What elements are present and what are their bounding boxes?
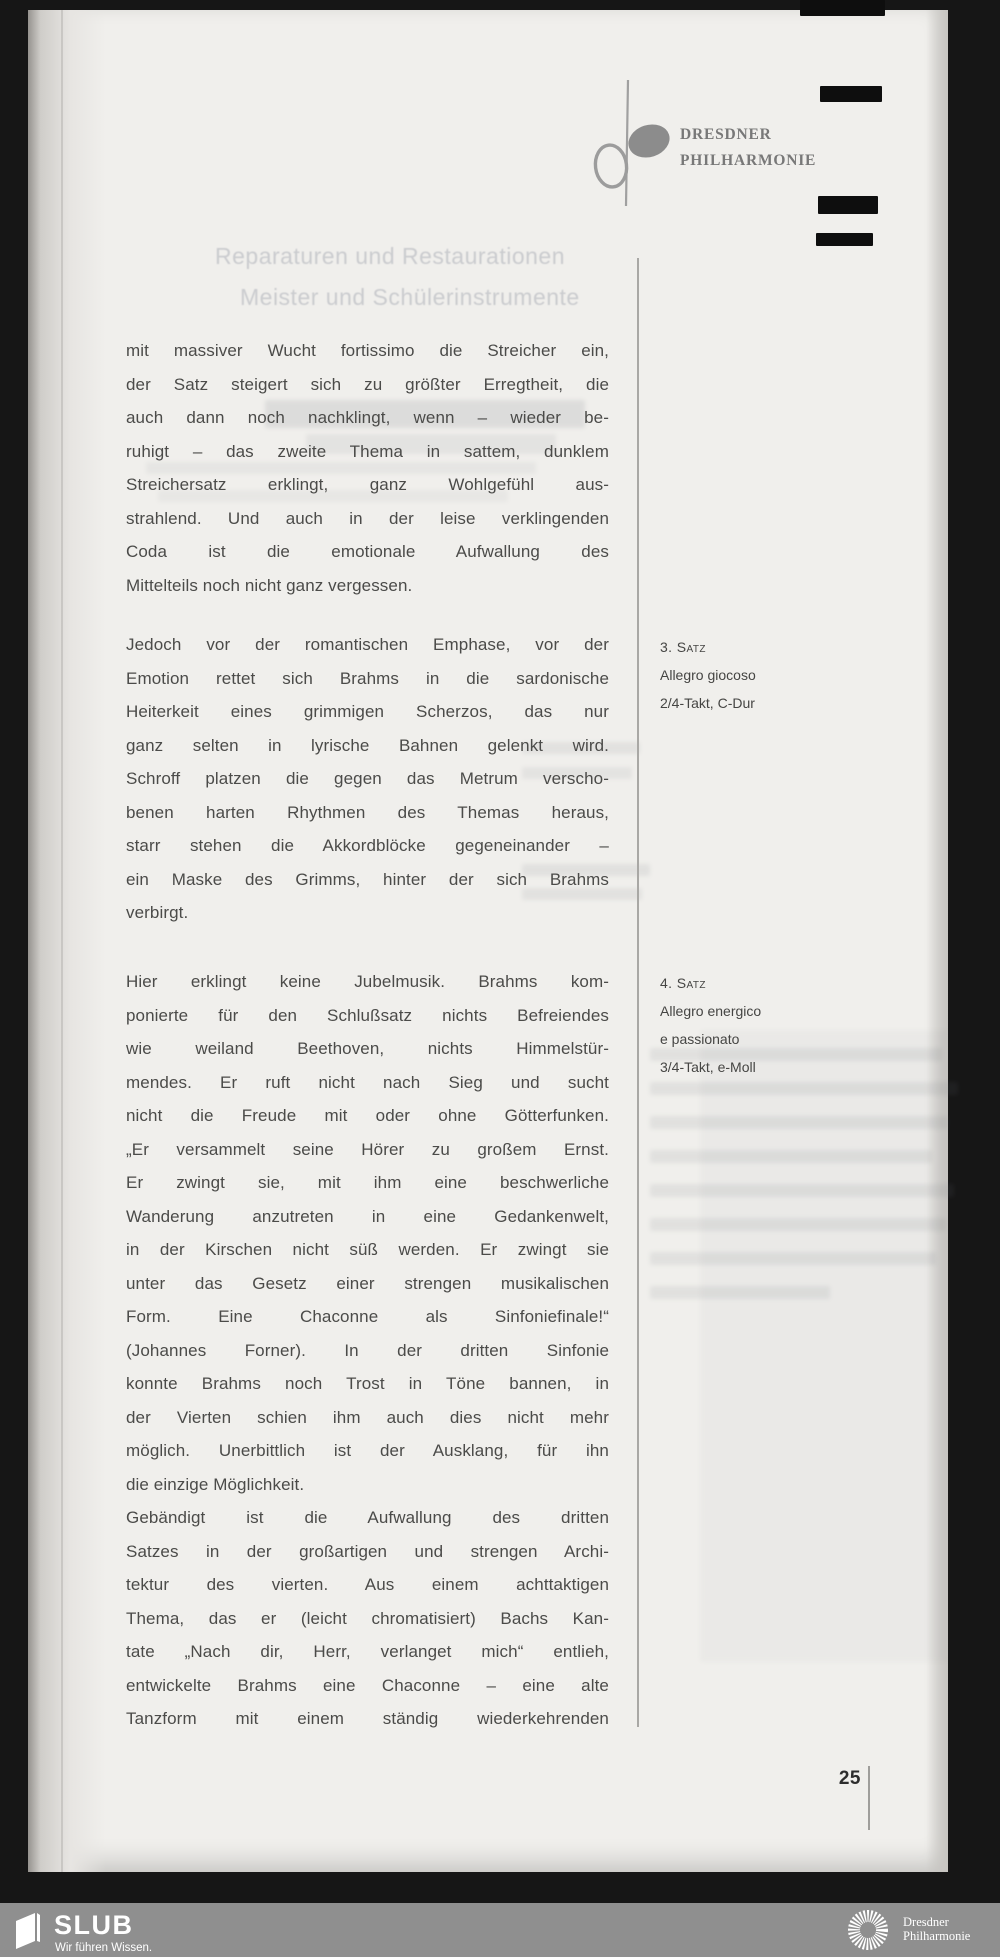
- viewer-footer-bar: [0, 1903, 1000, 1957]
- scanned-page: [28, 10, 948, 1872]
- text-line: ponierte für den Schlußsatz nichts Befreiendes: [126, 1005, 609, 1025]
- footer-logo-line: Philharmonie: [903, 1928, 971, 1943]
- text-line: der Satz steigert sich zu größter Erregtheit, die: [126, 374, 609, 394]
- margin-note-heading: 4. Satz: [660, 975, 706, 991]
- text-line: Schroff platzen die gegen das Metrum verscho-: [126, 769, 609, 788]
- text-line: tektur des vierten. Aus einem achttaktigen: [126, 1575, 609, 1594]
- text-line: ruhigt – das zweite Thema in sattem, dunklem: [126, 441, 609, 461]
- logo-line: PHILHARMONIE: [680, 152, 817, 169]
- margin-note-line: 3/4-Takt, e-Moll: [660, 1059, 756, 1075]
- text-line: starr stehen die Akkordblöcke gegeneinander –: [126, 836, 609, 855]
- text-line: Thema, das er (leicht chromatisiert) Bachs Kan-: [126, 1608, 609, 1628]
- text-line: Emotion rettet sich Brahms in die sardonische: [126, 668, 609, 688]
- text-line: Er zwingt sie, mit ihm eine beschwerliche: [126, 1173, 609, 1192]
- margin-note-line: Allegro energico: [660, 1003, 762, 1019]
- philharmonie-wordmark: [680, 122, 816, 174]
- page-number-rule: [868, 1766, 870, 1830]
- logo-line: DRESDNER: [680, 126, 772, 143]
- text-line: Jedoch vor der romantischen Emphase, vor der: [126, 635, 609, 654]
- text-line: benen harten Rhythmen des Themas heraus,: [126, 802, 609, 822]
- text-line: Tanzform mit einem ständig wiederkehrenden: [126, 1709, 609, 1728]
- text-line: strahlend. Und auch in der leise verklingenden: [126, 508, 609, 528]
- slub-tagline: Wir führen Wissen.: [55, 1942, 153, 1954]
- text-line: möglich. Unerbittlich ist der Ausklang, für ihn: [126, 1441, 609, 1460]
- text-line: tate „Nach dir, Herr, verlanget mich“ entlieh,: [126, 1642, 609, 1661]
- text-line: „Er versammelt seine Hörer zu großem Ernst.: [126, 1139, 609, 1159]
- text-line: der Vierten schien ihm auch dies nicht mehr: [126, 1407, 609, 1427]
- bleedthrough-artifact: [700, 1030, 948, 1662]
- column-divider-rule: [637, 258, 639, 1727]
- text-line: unter das Gesetz einer strengen musikalischen: [126, 1273, 609, 1293]
- text-line: verbirgt.: [126, 903, 189, 922]
- page-number: 25: [838, 1768, 861, 1789]
- text-line: Coda ist die emotionale Aufwallung des: [126, 542, 609, 561]
- margin-note-line: e passionato: [660, 1031, 740, 1047]
- book-spine-shadow: [28, 10, 106, 1872]
- text-line: Heiterkeit eines grimmigen Scherzos, das nur: [126, 702, 609, 721]
- footer-logo-line: Dresdner: [903, 1915, 949, 1929]
- text-line: konnte Brahms noch Trost in Töne bannen, in: [126, 1374, 609, 1393]
- page-crease: [61, 10, 63, 1872]
- text-line: mendes. Er ruft nicht nach Sieg und sucht: [126, 1072, 609, 1092]
- scan-tab-mark: [820, 86, 882, 102]
- text-line: Gebändigt ist die Aufwallung des dritten: [126, 1508, 609, 1527]
- text-line: mit massiver Wucht fortissimo die Streicher ein,: [126, 341, 609, 360]
- margin-note-heading: 3. Satz: [660, 639, 706, 655]
- body-paragraph: [126, 628, 609, 930]
- text-line: (Johannes Forner). In der dritten Sinfonie: [126, 1340, 609, 1360]
- margin-note-line: Allegro giocoso: [660, 667, 756, 683]
- text-line: Mittelteils noch nicht ganz vergessen.: [126, 575, 413, 595]
- margin-note-movement-3: [660, 633, 900, 717]
- text-line: nicht die Freude mit oder ohne Götterfunken.: [126, 1106, 609, 1125]
- text-line: Form. Eine Chaconne als Sinfoniefinale!“: [126, 1307, 609, 1326]
- text-line: Streichersatz erklingt, ganz Wohlgefühl aus-: [126, 475, 609, 494]
- scan-tab-mark: [818, 196, 878, 214]
- philharmonie-footer-wordmark: [903, 1916, 970, 1943]
- text-line: Hier erklingt keine Jubelmusik. Brahms kom-: [126, 972, 609, 991]
- bleedthrough-text: Reparaturen und Restaurationen: [215, 243, 566, 269]
- philharmonie-sunburst-icon: [845, 1907, 891, 1953]
- body-paragraph: [126, 965, 609, 1736]
- bleedthrough-text: Meister und Schülerinstrumente: [240, 284, 580, 310]
- text-line: die einzige Möglichkeit.: [126, 1474, 305, 1494]
- text-line: auch dann noch nachklingt, wenn – wieder be-: [126, 408, 609, 427]
- slub-book-icon: [13, 1909, 43, 1951]
- scan-tab-mark: [816, 233, 873, 246]
- text-line: ganz selten in lyrische Bahnen gelenkt wird.: [126, 735, 609, 755]
- text-line: in der Kirschen nicht süß werden. Er zwingt sie: [126, 1240, 609, 1259]
- text-line: Satzes in der großartigen und strengen Archi-: [126, 1541, 609, 1561]
- text-line: entwickelte Brahms eine Chaconne – eine alte: [126, 1675, 609, 1695]
- text-line: wie weiland Beethoven, nichts Himmelstür-: [126, 1039, 609, 1058]
- margin-note-movement-4: [660, 969, 900, 1081]
- scan-tab-mark: [800, 0, 885, 16]
- text-line: Wanderung anzutreten in eine Gedankenwelt,: [126, 1206, 609, 1226]
- margin-note-line: 2/4-Takt, C-Dur: [660, 695, 755, 711]
- slub-logo: SLUB: [54, 1910, 134, 1940]
- text-line: ein Maske des Grimms, hinter der sich Brahms: [126, 869, 609, 889]
- body-paragraph: [126, 334, 609, 602]
